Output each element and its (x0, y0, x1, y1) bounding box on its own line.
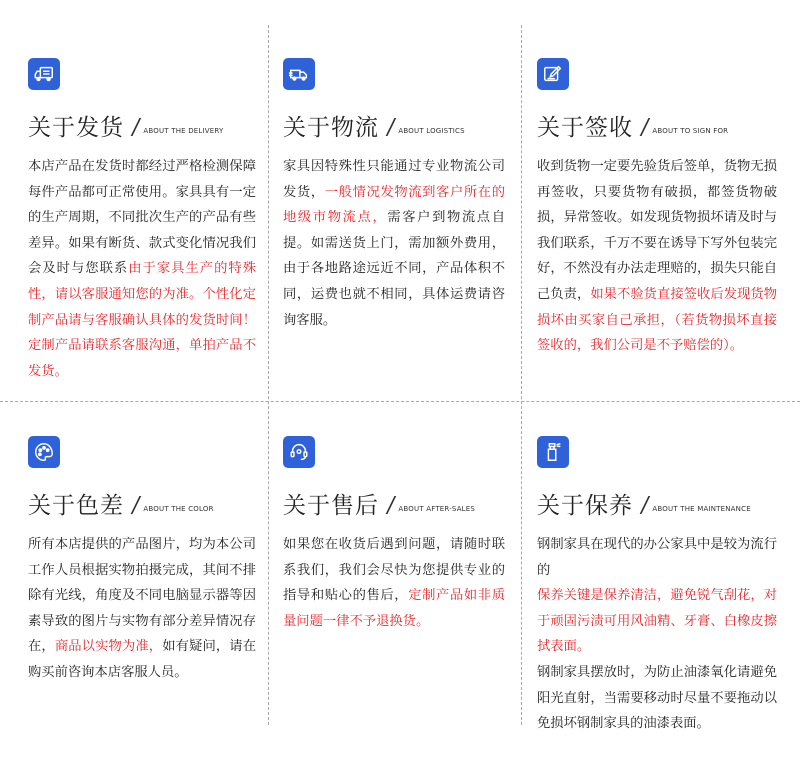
section-subtitle: ABOUT THE MAINTENANCE (652, 505, 751, 513)
body-text: 收到货物一定要先验货后签单，货物无损再签收，只要货物有破损，都签货物破损，异常签收。如发现货物损坏请及时与我们联系，千万不要在诱导下写外包装完好，不然没有办法走理赔的，损失只能自己负责， (537, 159, 777, 302)
section-title: 关于保养 (537, 493, 633, 519)
section-body (537, 532, 777, 737)
title-slash: / (384, 493, 397, 518)
sign-edit-icon (537, 58, 569, 90)
body-text-highlight: 定制产品如非质量问题一律不予退换货。 (283, 588, 506, 629)
section-title: 关于物流 (283, 115, 379, 141)
section-subtitle: ABOUT TO SIGN FOR (652, 127, 729, 135)
title-slash: / (129, 493, 142, 518)
section-body (28, 532, 256, 686)
section-body (537, 154, 777, 359)
section-title: 关于售后 (283, 493, 379, 519)
body-text-highlight: 由于家具生产的特殊性，请以客服通知您的为准。个性化定制产品请与客服确认具体的发货时间！定制产品请联系客服沟通，单拍产品不发货。 (28, 261, 257, 379)
body-text: 所有本店提供的产品图片，均为本公司工作人员根据实物拍摄完成，其间不排除有光线，角度及不同电脑显示器等因素导致的图片与实物有部分差异情况存在， (28, 537, 256, 655)
section-subtitle: ABOUT LOGISTICS (398, 127, 465, 135)
section-body (283, 532, 505, 634)
section-title: 关于签收 (537, 115, 633, 141)
section-after-sales (283, 436, 505, 634)
body-text: 钢制家具摆放时，为防止油漆氧化请避免阳光直射，当需要移动时尽量不要拖动以免损坏钢制家具的油漆表面。 (537, 664, 777, 732)
color-palette-icon (28, 436, 60, 468)
body-text-highlight: 一般情况发物流到客户所在的地级市物流点， (283, 184, 506, 226)
body-text: 本店产品在发货时都经过严格检测保障每件产品都可正常使用。家具具有一定的生产周期，不同批次生产的产品有些差异。如果有断货、款式变化情况我们会及时与您联系 (28, 159, 256, 277)
section-subtitle: ABOUT THE DELIVERY (143, 127, 224, 135)
body-text-highlight: 保养关键是保养清洁，避免锐气刮花，对于顽固污渍可用风油精、牙膏、白橡皮擦拭表面。 (537, 588, 777, 655)
body-text: 如有疑问，请在购买前咨询本店客服人员。 (28, 639, 257, 680)
title-slash: / (638, 115, 651, 140)
section-subtitle: ABOUT THE COLOR (143, 505, 214, 513)
title-slash: / (638, 493, 651, 518)
section-sign-for (537, 58, 777, 359)
logistics-truck-icon (283, 58, 315, 90)
title-slash: / (384, 115, 397, 140)
body-text-highlight: 如果不验货直接签收后发现货物损坏由买家自己承担，（若货物损坏直接签收的，我们公司是不予赔偿的）。 (537, 286, 778, 354)
body-text: 需客户到物流点自提。如需送货上门，需加额外费用，由于各地路途远近不同，产品体积不同，运费也就不相同，具体运费请咨询客服。 (283, 210, 506, 328)
section-delivery (28, 58, 256, 384)
body-text: 钢制家具在现代的办公家具中是较为流行的 (537, 537, 777, 578)
title-slash: / (129, 115, 142, 140)
spray-bottle-icon (537, 436, 569, 468)
section-logistics (283, 58, 505, 333)
section-title: 关于发货 (28, 115, 124, 141)
section-body (283, 154, 505, 333)
body-text: 家具因特殊性只能通过专业物流公司发货， (283, 159, 505, 200)
body-text: 如果您在收货后遇到问题，请随时联系我们，我们会尽快为您提供专业的指导和贴心的售后， (283, 537, 505, 604)
divider-vertical-1 (268, 25, 269, 725)
divider-vertical-2 (521, 25, 522, 725)
body-text-highlight: 商品以实物为准， (54, 639, 163, 655)
section-title: 关于色差 (28, 493, 124, 519)
section-maintenance (537, 436, 777, 737)
customer-service-icon (283, 436, 315, 468)
section-color (28, 436, 256, 686)
section-subtitle: ABOUT AFTER-SALES (398, 505, 476, 513)
divider-horizontal (0, 401, 800, 402)
delivery-truck-icon (28, 58, 60, 90)
section-body (28, 154, 256, 384)
